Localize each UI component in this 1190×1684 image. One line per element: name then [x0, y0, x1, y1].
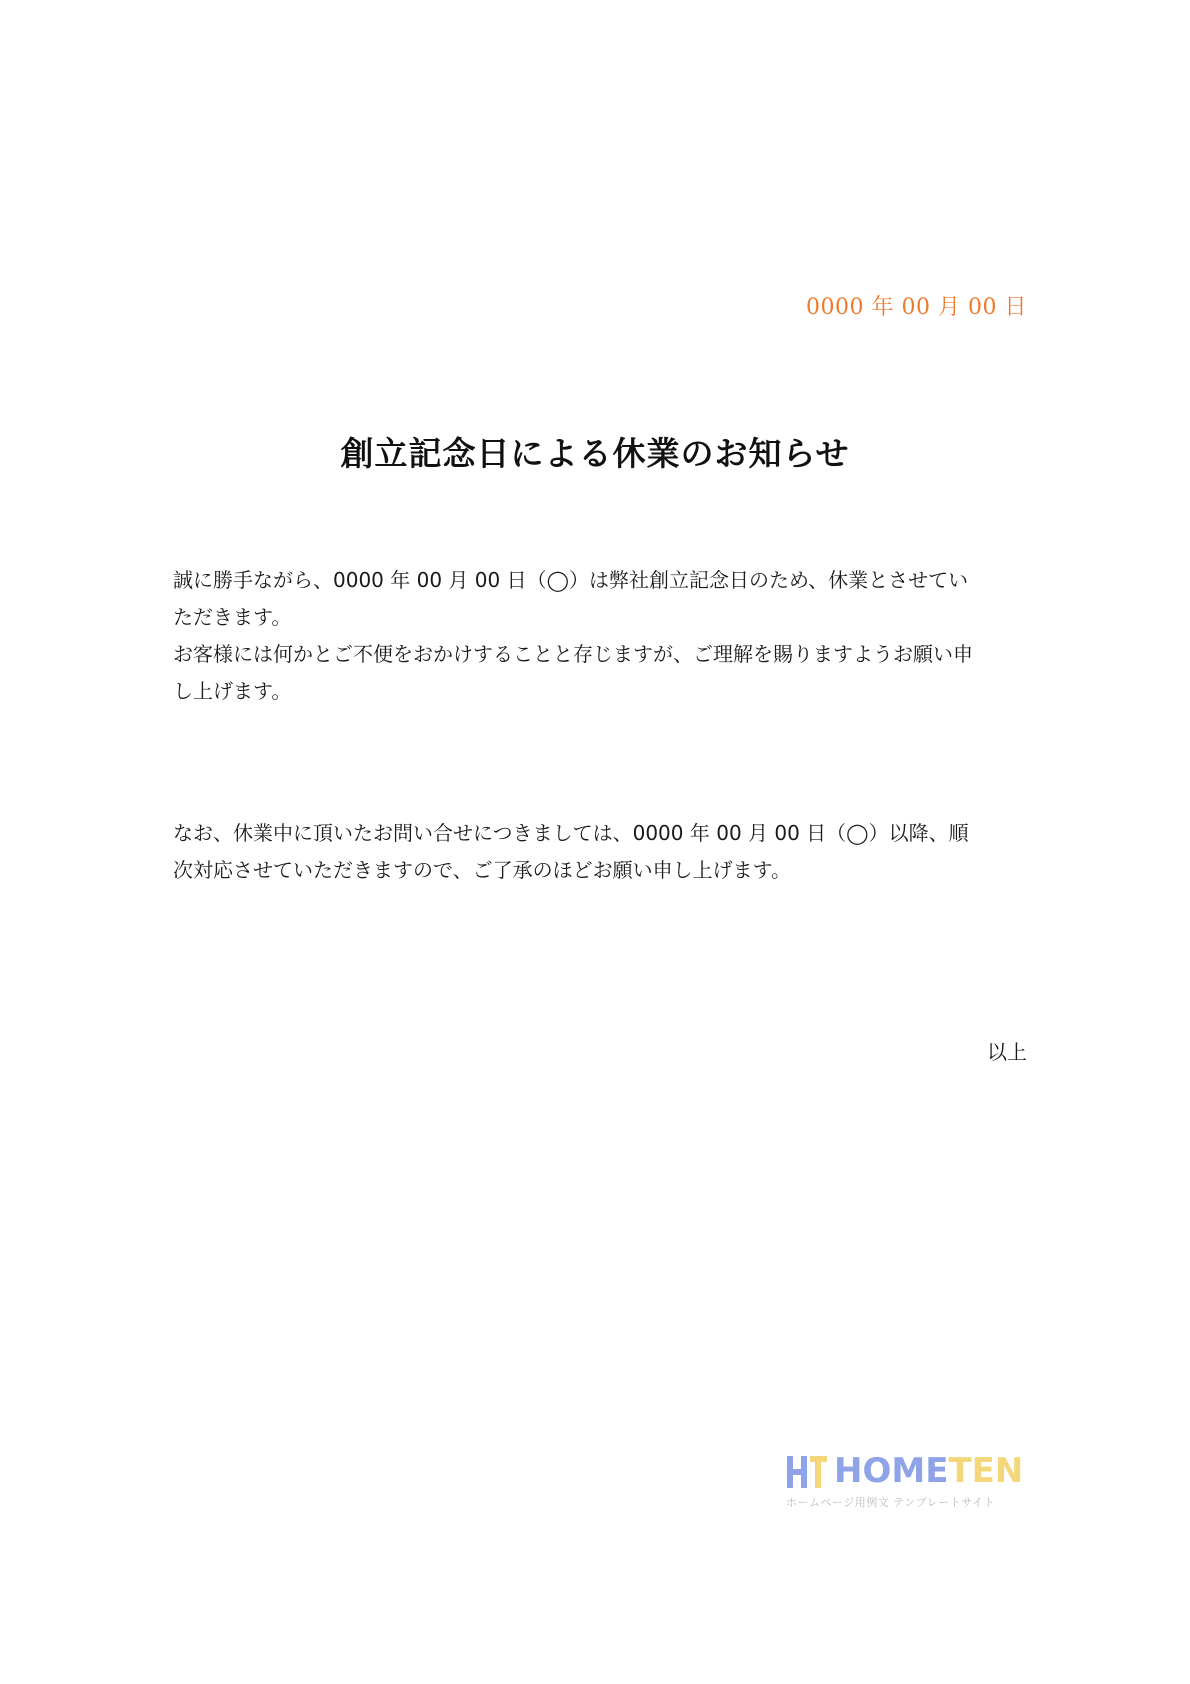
hometen-logo-icon — [786, 1454, 828, 1490]
document-title: 創立記念日による休業のお知らせ — [340, 434, 850, 473]
document-date: 0000 年 00 月 00 日 — [806, 295, 1027, 320]
logo-tagline: ホームページ用例文 テンプレートサイト — [786, 1496, 996, 1509]
logo-word-ten: TEN — [948, 1451, 1024, 1491]
paragraph-line: ただきます。 — [173, 605, 292, 629]
paragraph-line: し上げます。 — [173, 679, 292, 703]
hometen-logo-wordmark — [834, 1450, 1023, 1492]
body-paragraph-1 — [173, 562, 1023, 710]
logo-word-home: HOME — [834, 1451, 949, 1491]
paragraph-line: なお、休業中に頂いたお問い合せにつきましては、0000 年 00 月 00 日（◯）以降、順 — [173, 821, 969, 845]
paragraph-line: 次対応させていただきますので、ご了承のほどお願い申し上げます。 — [173, 858, 791, 882]
paragraph-line: 誠に勝手ながら、0000 年 00 月 00 日（◯）は弊社創立記念日のため、休業とさせてい — [173, 568, 969, 592]
closing-text: 以上 — [987, 1040, 1027, 1064]
hometen-logo — [786, 1450, 1024, 1510]
paragraph-line: お客様には何かとご不便をおかけすることと存じますが、ご理解を賜りますようお願い申 — [173, 642, 973, 666]
body-paragraph-2 — [173, 815, 1023, 889]
